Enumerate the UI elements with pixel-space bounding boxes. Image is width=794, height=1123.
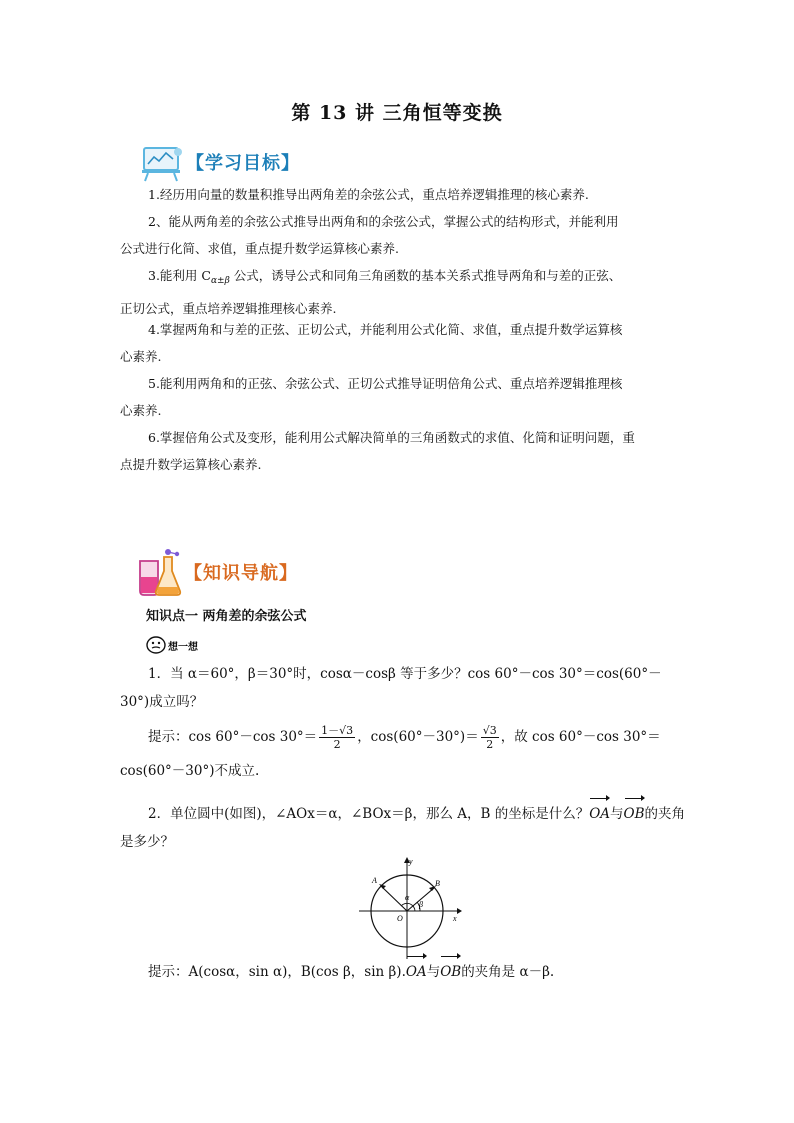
objectives-header <box>138 142 300 182</box>
whiteboard-icon <box>138 142 186 182</box>
ray-oa <box>381 886 407 911</box>
question-2: 2．单位圆中(如图)，∠AOx＝α，∠BOx＝β，那么 A，B 的坐标是什么？OA与OB的夹角 是多少？ <box>120 800 680 856</box>
think-header <box>146 636 198 654</box>
point-b-label: B <box>435 879 440 888</box>
question-1-hint: 提示：cos 60°－cos 30°＝ $\frac{1-√3}{2}$ ，cos(60°－30°)＝ $\frac{√3}{2}$ ，故 cos 60°－cos 30°＝ cos(60°－30°)不成立. <box>120 724 661 779</box>
objectives-heading: 【学习目标】 <box>186 153 300 174</box>
fraction-1: $\frac{1-√3}{2}$ <box>321 724 354 751</box>
flask-icon <box>132 547 184 597</box>
objective-item-4: 4.掌握两角和与差的正弦、正切公式，并能利用公式化简、求值，重点提升数学运算核 心素养. <box>120 322 623 364</box>
objective-item-3: 3.能利用 $C_{\alpha\pm\beta}$ 公式，诱导公式和同角三角函数的基本关系式推导两角和与差的正弦、 正切公式，重点培养逻辑推理核心素养. <box>120 268 622 316</box>
unit-circle-figure <box>355 855 465 965</box>
vector-oa: OA <box>589 800 610 828</box>
thinking-face-icon <box>146 636 166 654</box>
y-axis-label: y <box>409 857 413 866</box>
objective-item-2: 2、能从两角差的余弦公式推导出两角和的余弦公式，掌握公式的结构形式，并能利用 公式进行化简、求值，重点提升数学运算核心素养. <box>120 214 619 256</box>
page-title: 第 13 讲 三角恒等变换 <box>291 102 503 124</box>
fraction-2: $\frac{√3}{2}$ <box>482 724 497 751</box>
beta-label: β <box>419 900 423 909</box>
alpha-label: α <box>405 893 410 902</box>
vector-ob: OB <box>624 800 645 828</box>
question-1: 1．当 α＝60°，β＝30°时，cosα－cosβ 等于多少？cos 60°－cos 30°＝cos(60°－ 30°)成立吗？ <box>120 666 662 710</box>
x-axis-arrow <box>457 908 462 914</box>
knowledge-point-title: 知识点一 两角差的余弦公式 <box>146 609 307 624</box>
knowledge-heading: 【知识导航】 <box>184 563 298 584</box>
vector-oa-hint: OA <box>406 958 427 986</box>
origin-label: O <box>397 914 403 923</box>
question-2-hint: 提示：A(cosα，sin α)，B(cos β，sin β).OA与OB的夹角是 α－β. <box>120 958 680 986</box>
objective-item-5: 5.能利用两角和的正弦、余弦公式、正切公式推导证明倍角公式、重点培养逻辑推理核 心素养. <box>120 376 623 418</box>
x-axis-label: x <box>453 914 457 923</box>
objective-item-1: 1.经历用向量的数量积推导出两角差的余弦公式，重点培养逻辑推理的核心素养. <box>148 187 589 202</box>
objective-item-6: 6.掌握倍角公式及变形，能利用公式解决简单的三角函数式的求值、化简和证明问题，重 点提升数学运算核心素养. <box>120 430 635 472</box>
point-a-label: A <box>372 876 377 885</box>
think-label: 想一想 <box>168 641 198 653</box>
vector-ob-hint: OB <box>440 958 461 986</box>
knowledge-header <box>132 547 298 597</box>
